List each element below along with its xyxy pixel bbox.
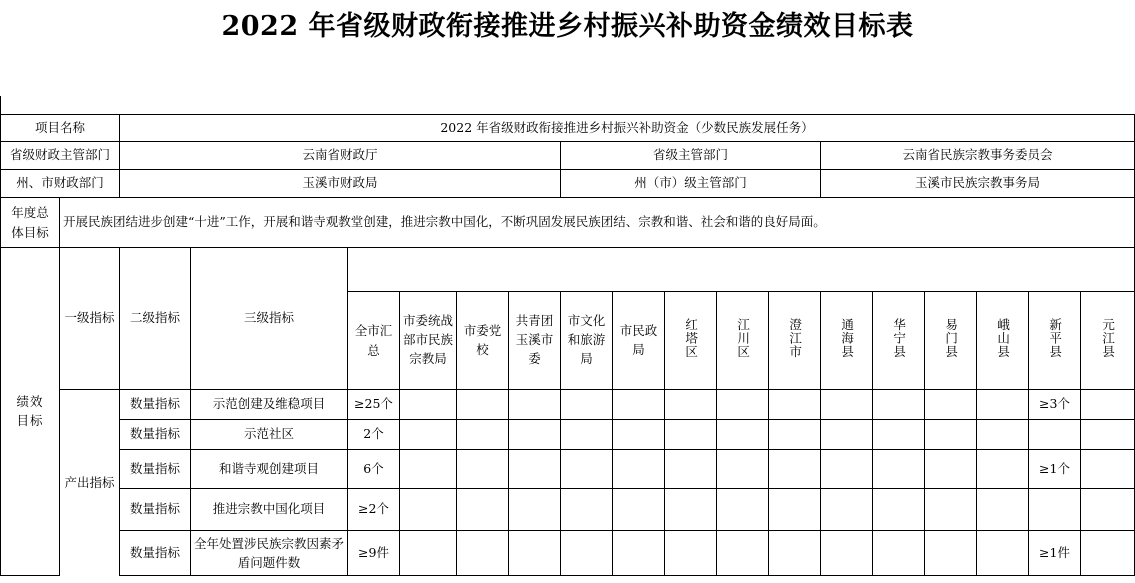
value-cell — [821, 420, 873, 450]
value-cell — [1081, 420, 1135, 450]
value-cell — [457, 531, 509, 576]
value-cell — [400, 531, 457, 576]
value-cell — [665, 450, 717, 489]
value-cell — [977, 420, 1029, 450]
value-cell — [769, 390, 821, 420]
value-cell — [873, 420, 925, 450]
value-cell — [717, 420, 769, 450]
header-blank-band — [348, 248, 1135, 292]
value-cell — [1081, 390, 1135, 420]
value-cell — [977, 390, 1029, 420]
project-name-label: 项目名称 — [1, 115, 120, 142]
level3-cell: 示范创建及维稳项目 — [191, 390, 348, 420]
value-cell — [977, 489, 1029, 531]
level1-header: 一级指标 — [60, 248, 120, 390]
value-cell — [613, 420, 665, 450]
col-header: 市委统战部市民族宗教局 — [400, 292, 457, 390]
value-cell — [457, 450, 509, 489]
col-header: 市委党校 — [457, 292, 509, 390]
value-cell — [561, 489, 613, 531]
level3-cell: 推进宗教中国化项目 — [191, 489, 348, 531]
city-finance-label: 州、市财政部门 — [1, 170, 120, 198]
value-cell — [561, 450, 613, 489]
value-cell — [613, 390, 665, 420]
annual-goal-label: 年度总体目标 — [1, 198, 60, 248]
value-cell — [925, 450, 977, 489]
value-cell — [457, 390, 509, 420]
project-name-row — [1, 115, 1135, 142]
value-cell — [613, 531, 665, 576]
level3-cell: 示范社区 — [191, 420, 348, 450]
level2-cell: 数量指标 — [120, 450, 191, 489]
value-cell: ≥1个 — [1029, 450, 1081, 489]
col-header: 元江县 — [1081, 292, 1135, 390]
value-cell — [873, 531, 925, 576]
value-cell — [977, 450, 1029, 489]
value-cell: ≥1件 — [1029, 531, 1081, 576]
value-cell — [613, 489, 665, 531]
value-cell — [821, 450, 873, 489]
perf-target-label: 绩效目标 — [1, 248, 60, 576]
city-finance-value: 玉溪市财政局 — [120, 170, 561, 198]
value-cell: ≥3个 — [1029, 390, 1081, 420]
project-name-value: 2022 年省级财政衔接推进乡村振兴补助资金（少数民族发展任务） — [120, 115, 1135, 142]
indicator-row — [1, 531, 1135, 576]
value-cell — [873, 450, 925, 489]
value-cell — [769, 531, 821, 576]
value-cell — [509, 531, 561, 576]
value-cell — [821, 531, 873, 576]
value-cell — [925, 531, 977, 576]
value-cell — [717, 390, 769, 420]
col-header: 华宁县 — [873, 292, 925, 390]
value-cell — [1081, 450, 1135, 489]
value-cell: 6个 — [348, 450, 400, 489]
value-cell — [509, 450, 561, 489]
value-cell: ≥9件 — [348, 531, 400, 576]
city-finance-row — [1, 170, 1135, 198]
annual-goal-value: 开展民族团结进步创建“十进”工作，开展和谐寺观教堂创建，推进宗教中国化，不断巩固发展民族团结、宗教和谐、社会和谐的良好局面。 — [60, 198, 1135, 248]
col-header: 共青团玉溪市委 — [509, 292, 561, 390]
value-cell — [717, 450, 769, 489]
city-dept-value: 玉溪市民族宗教事务局 — [821, 170, 1135, 198]
col-header: 全市汇总 — [348, 292, 400, 390]
header-row-top — [1, 248, 1135, 292]
value-cell — [873, 489, 925, 531]
col-header: 新平县 — [1029, 292, 1081, 390]
prov-finance-value: 云南省财政厅 — [120, 142, 561, 170]
value-cell: ≥2个 — [348, 489, 400, 531]
value-cell — [665, 420, 717, 450]
level2-cell: 数量指标 — [120, 390, 191, 420]
value-cell — [873, 390, 925, 420]
value-cell — [400, 489, 457, 531]
col-header: 市民政局 — [613, 292, 665, 390]
col-header: 通海县 — [821, 292, 873, 390]
value-cell — [457, 420, 509, 450]
value-cell — [925, 489, 977, 531]
value-cell — [665, 489, 717, 531]
value-cell — [457, 489, 509, 531]
value-cell — [717, 531, 769, 576]
value-cell — [769, 489, 821, 531]
col-header: 红塔区 — [665, 292, 717, 390]
col-header: 市文化和旅游局 — [561, 292, 613, 390]
value-cell — [665, 531, 717, 576]
level2-cell: 数量指标 — [120, 531, 191, 576]
performance-table — [0, 114, 1135, 576]
value-cell — [400, 420, 457, 450]
value-cell — [561, 420, 613, 450]
value-cell — [925, 420, 977, 450]
prov-finance-row — [1, 142, 1135, 170]
annual-goal-row — [1, 198, 1135, 248]
document-title: 2022 年省级财政衔接推进乡村振兴补助资金绩效目标表 — [221, 11, 914, 42]
indicator-row — [1, 489, 1135, 531]
value-cell — [509, 390, 561, 420]
col-header: 易门县 — [925, 292, 977, 390]
value-cell — [821, 390, 873, 420]
level2-header: 二级指标 — [120, 248, 191, 390]
col-header: 江川区 — [717, 292, 769, 390]
prov-finance-label: 省级财政主管部门 — [1, 142, 120, 170]
value-cell: ≥25个 — [348, 390, 400, 420]
value-cell — [717, 489, 769, 531]
value-cell — [509, 489, 561, 531]
value-cell — [769, 420, 821, 450]
vertical-rule — [0, 96, 1, 114]
level2-cell: 数量指标 — [120, 489, 191, 531]
level3-cell: 全年处置涉民族宗教因素矛盾问题件数 — [191, 531, 348, 576]
value-cell — [665, 390, 717, 420]
value-cell — [821, 489, 873, 531]
value-cell — [509, 420, 561, 450]
value-cell — [925, 390, 977, 420]
value-cell — [613, 450, 665, 489]
output-indicator-label: 产出指标 — [60, 390, 120, 576]
value-cell — [400, 450, 457, 489]
indicator-row — [1, 390, 1135, 420]
value-cell — [1081, 489, 1135, 531]
value-cell — [561, 531, 613, 576]
level2-cell: 数量指标 — [120, 420, 191, 450]
indicator-row — [1, 420, 1135, 450]
level3-header: 三级指标 — [191, 248, 348, 390]
value-cell — [1029, 420, 1081, 450]
value-cell — [561, 390, 613, 420]
value-cell — [400, 390, 457, 420]
prov-dept-label: 省级主管部门 — [561, 142, 821, 170]
value-cell — [977, 531, 1029, 576]
value-cell — [1029, 489, 1081, 531]
col-header: 峨山县 — [977, 292, 1029, 390]
level3-cell: 和谐寺观创建项目 — [191, 450, 348, 489]
value-cell — [769, 450, 821, 489]
prov-dept-value: 云南省民族宗教事务委员会 — [821, 142, 1135, 170]
city-dept-label: 州（市）级主管部门 — [561, 170, 821, 198]
indicator-row — [1, 450, 1135, 489]
value-cell — [1081, 531, 1135, 576]
value-cell: 2个 — [348, 420, 400, 450]
col-header: 澄江市 — [769, 292, 821, 390]
